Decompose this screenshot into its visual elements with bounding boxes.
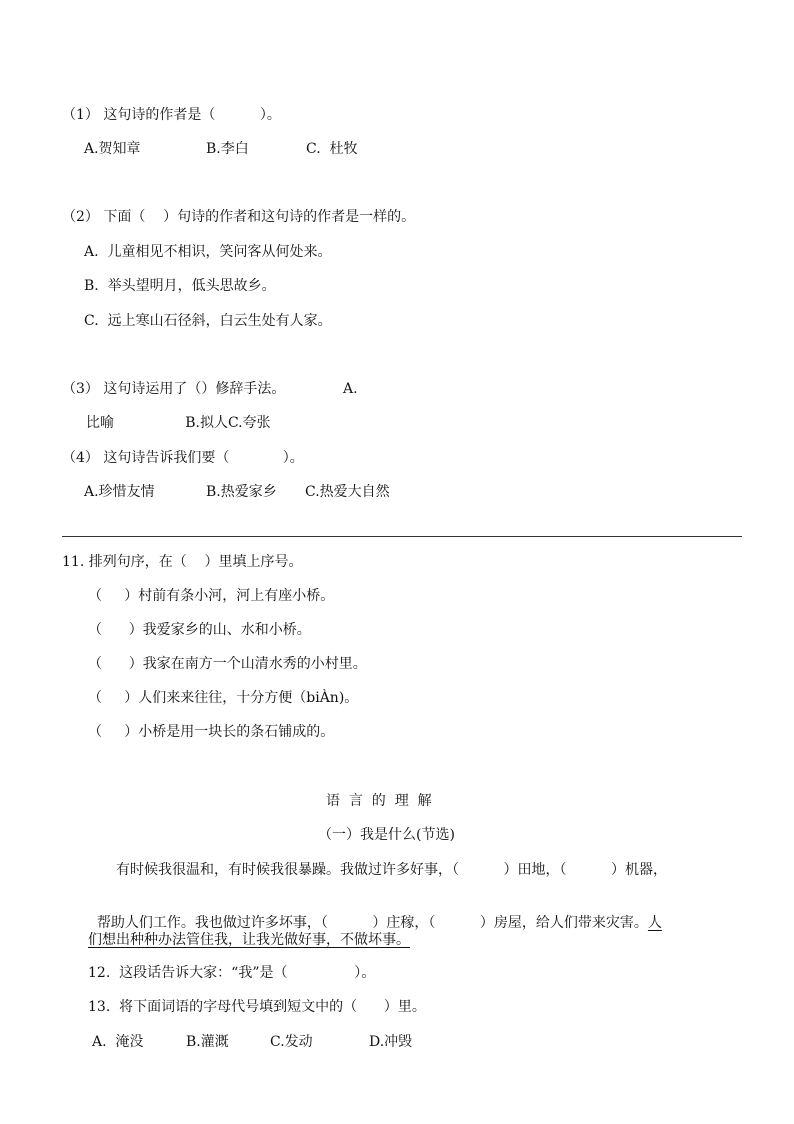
q11-item-2: （ ）我爱家乡的山、水和小桥。 [88, 622, 311, 638]
q1-option-a: A.贺知章 [84, 141, 141, 157]
q4-stem: （4） 这句诗告诉我们要（ ）。 [62, 450, 304, 466]
q11-stem: 11. 排列句序，在（ ）里填上序号。 [62, 554, 303, 570]
q13-option-b: B.灌溉 [186, 1034, 229, 1050]
q3-options: 比喻 B.拟人C.夸张 [86, 415, 271, 431]
q2-option-a: A. 儿童相见不相识，笑问客从何处来。 [84, 244, 332, 260]
passage-line-3: 们想出种种办法管住我，让我光做好事，不做坏事。 [88, 932, 410, 948]
q3-option-a-label: A. [343, 381, 358, 397]
q13-option-d: D.冲毁 [369, 1034, 413, 1050]
q4-option-c: C.热爱大自然 [305, 484, 390, 500]
q4-option-a: A.珍惜友情 [84, 484, 155, 500]
passage-line-1: 有时候我很温和，有时候我很暴躁。我做过许多好事，（ ）田地，（ ）机器， [116, 862, 668, 878]
section-subtitle: （一）我是什么(节选) [318, 827, 455, 843]
q2-stem: （2） 下面（ ）句诗的作者和这句诗的作者是一样的。 [62, 209, 416, 225]
q11-item-1: （ ）村前有条小河，河上有座小桥。 [88, 588, 335, 604]
q1-option-c: C. 杜牧 [306, 141, 358, 157]
section-title: 语 言 的 理 解 [326, 793, 432, 809]
q3-stem: （3） 这句诗运用了（）修辞手法。 [62, 381, 286, 397]
q11-item-5: （ ）小桥是用一块长的条石铺成的。 [88, 724, 335, 740]
q12-stem: 12. 这段话告诉大家：“我”是（ ）。 [88, 965, 376, 981]
passage-line-2-text: 帮助人们工作。我也做过许多坏事，（ ）庄稼，（ ）房屋，给人们带来灾害。 [96, 915, 648, 931]
q4-option-b: B.热爱家乡 [206, 484, 277, 500]
q13-option-a: A. 淹没 [92, 1034, 144, 1050]
q1-option-b: B.李白 [206, 141, 249, 157]
q2-option-c: C. 远上寒山石径斜，白云生处有人家。 [84, 313, 332, 329]
q2-option-b: B. 举头望明月，低头思故乡。 [84, 278, 276, 294]
q1-stem: （1） 这句诗的作者是（ ）。 [62, 107, 281, 123]
q11-item-4: （ ）人们来来往往，十分方便（biÀn)。 [88, 690, 359, 706]
passage-underlined-start: 人 [647, 915, 662, 931]
passage-line-2 [88, 896, 662, 932]
q13-option-c: C.发动 [270, 1034, 313, 1050]
q13-stem: 13. 将下面词语的字母代号填到短文中的（ ）里。 [88, 999, 426, 1015]
section-divider [62, 536, 742, 537]
q11-item-3: （ ）我家在南方一个山清水秀的小村里。 [88, 656, 367, 672]
